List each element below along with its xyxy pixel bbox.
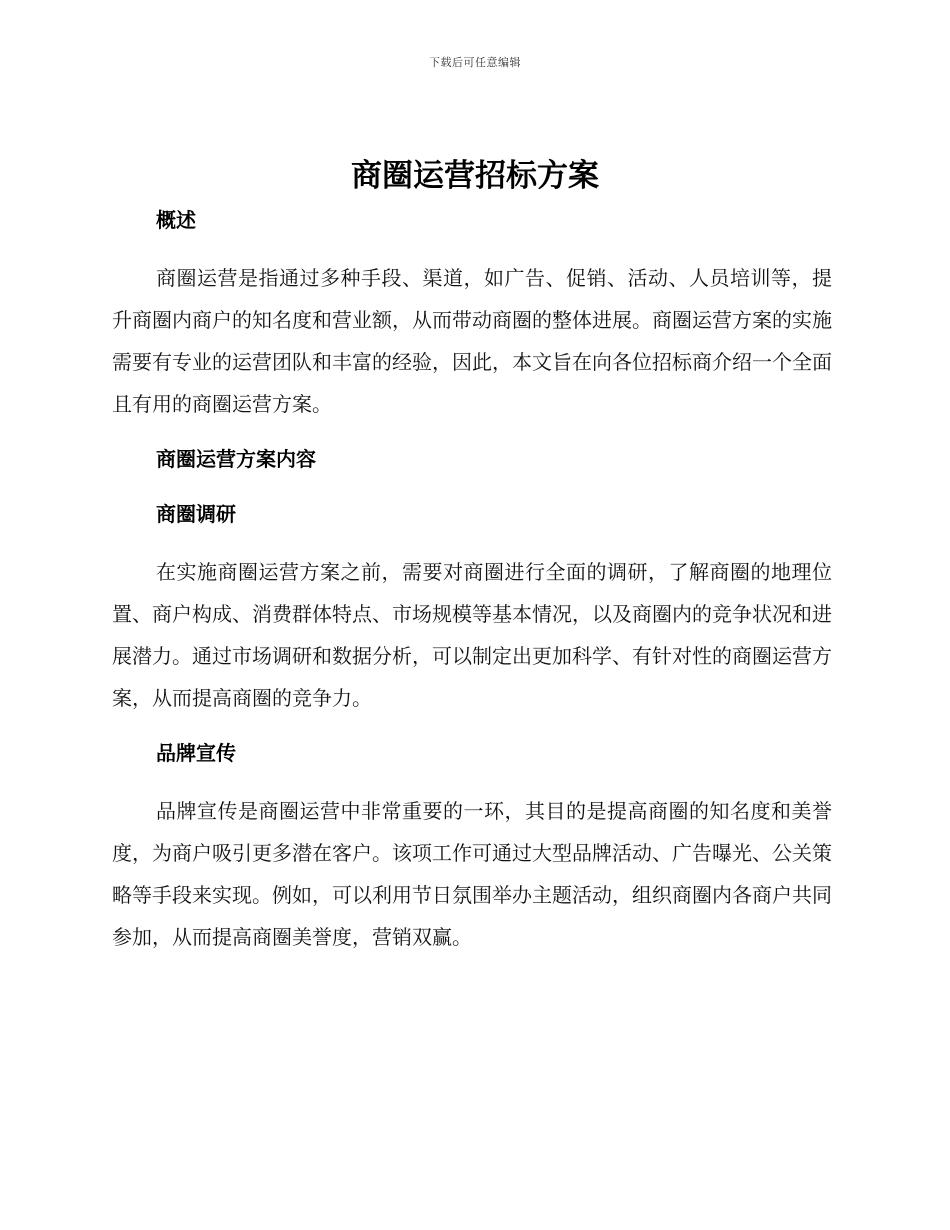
- section-heading-market-research: 商圈调研: [156, 502, 236, 526]
- page-header-note: 下载后可任意编辑: [429, 56, 521, 69]
- section-paragraph-brand-promotion: 品牌宣传是商圈运营中非常重要的一环，其目的是提高商圈的知名度和美誉度，为商户吸引更多潜在客户。该项工作可通过大型品牌活动、广告曝光、公关策略等手段来实现。例如，可以利用节日氛围举办主题活动，组织商圈内各商户共同参加，从而提高商圈美誉度，营销双赢。: [112, 799, 832, 949]
- section-heading-brand-promotion: 品牌宣传: [156, 741, 236, 765]
- section-paragraph-overview: 商圈运营是指通过多种手段、渠道，如广告、促销、活动、人员培训等，提升商圈内商户的知名度和营业额，从而带动商圈的整体进展。商圈运营方案的实施需要有专业的运营团队和丰富的经验，因此，本文旨在向各位招标商介绍一个全面且有用的商圈运营方案。: [112, 266, 832, 416]
- section-heading-plan-content: 商圈运营方案内容: [156, 447, 316, 471]
- section-paragraph-market-research: 在实施商圈运营方案之前，需要对商圈进行全面的调研，了解商圈的地理位置、商户构成、消费群体特点、市场规模等基本情况，以及商圈内的竞争状况和进展潜力。通过市场调研和数据分析，可以制定出更加科学、有针对性的商圈运营方案，从而提高商圈的竞争力。: [112, 560, 832, 710]
- section-heading-overview: 概述: [156, 208, 196, 232]
- document-title: 商圈运营招标方案: [351, 158, 599, 194]
- document-body: [112, 203, 832, 958]
